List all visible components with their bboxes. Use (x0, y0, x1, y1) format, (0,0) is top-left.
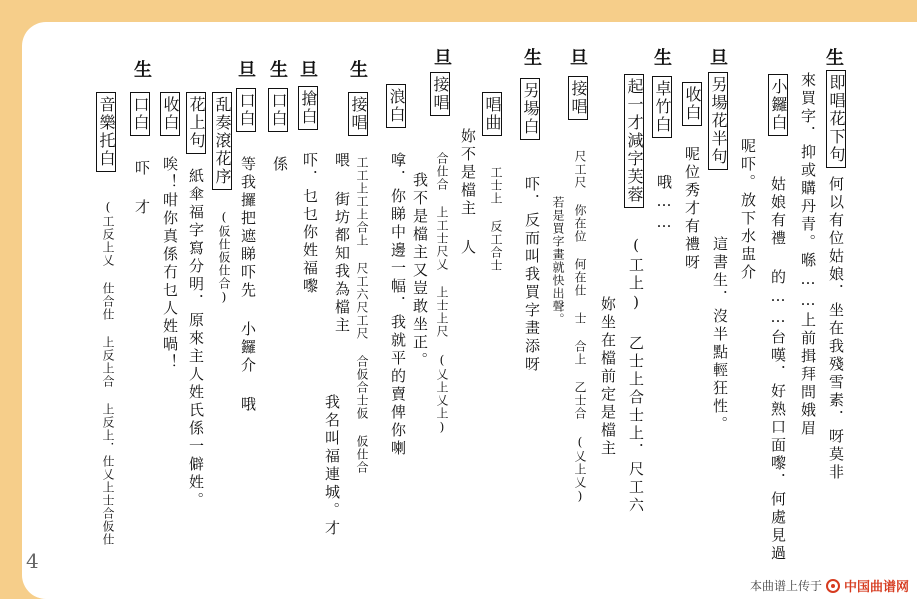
page-number: 4 (26, 549, 39, 573)
section-label: 音樂托白 (96, 92, 116, 172)
script-column: 等我攞把遮睇吓先 小鑼介 哦 (239, 156, 257, 414)
role-marker: 旦 (238, 60, 256, 81)
role-marker: 生 (134, 60, 152, 81)
section-label: 收白 (160, 92, 180, 136)
role-marker: 旦 (434, 48, 452, 69)
role-marker: 生 (350, 60, 368, 81)
script-column: 哦…… (655, 174, 673, 234)
section-label: 口白 (268, 88, 288, 132)
section-label: 接唱 (430, 72, 450, 116)
section-label: 搶白 (298, 86, 318, 130)
section-label: 口白 (236, 88, 256, 132)
script-column: 喂 街坊都知我為檔主 (333, 152, 351, 335)
script-column: 尺工尺 你在位 何在仕 士 合上 乙士合 (乂上乂) (573, 150, 587, 504)
role-marker: 生 (270, 60, 288, 81)
section-label: 起一才減字芙蓉 (624, 74, 644, 208)
script-column: 係 (271, 156, 289, 174)
script-column: 姑娘有禮 的……台嘆．好熟口面嚟．何處見過 (769, 176, 787, 563)
role-marker: 生 (826, 48, 844, 69)
script-column: 紙傘福字寫分明．原來主人姓氏係一僻姓。 (187, 168, 205, 510)
section-label: 收白 (682, 82, 702, 126)
script-column: (工上) 乙士上合士上．尺工六 (627, 236, 645, 515)
section-label: 另場白 (520, 78, 540, 140)
section-label: 接唱 (568, 76, 588, 120)
script-column: 工工上工上合上 尺工六尺工尺 合仮合士仮 仮仕合 (355, 156, 369, 474)
script-column: 若是買字畫就快出聲。 (551, 196, 565, 326)
role-marker: 旦 (570, 48, 588, 69)
section-label: 花上句 (186, 92, 206, 154)
script-column: 我不是檔主又豈敢坐正。 (411, 172, 429, 370)
role-marker: 生 (654, 48, 672, 69)
section-label: 乱奏滾花序 (212, 92, 232, 190)
footer-text: 本曲谱上传于 (749, 579, 822, 593)
script-column: 妳坐在檔前定是檔主 (599, 296, 617, 458)
section-label: 浪白 (386, 84, 406, 128)
section-label: 小鑼白 (768, 74, 788, 136)
section-label: 卓竹白 (652, 76, 672, 138)
site-logo-icon (826, 579, 840, 593)
footer-site-name: 中国曲谱网 (843, 580, 909, 595)
section-label: 即唱花下句 (826, 70, 846, 168)
section-label: 唱曲 (482, 92, 502, 136)
script-column: 何以有位姑娘．坐在我殘雪素．呀莫非 (827, 176, 845, 482)
footer-watermark (750, 576, 909, 595)
script-column: 吓．反而叫我買字畫添呀 (523, 176, 541, 374)
script-column: 這書生．沒半點輕狂性。 (711, 236, 729, 434)
script-column: 妳不是檔主 人 (459, 128, 477, 257)
script-column: 來買字．抑或購丹青。喺……上前揖拜問娥眉 (799, 72, 817, 438)
script-column: (工反上乂 仕合仕 上反上合 上反上．仕乂上士合仮仕 (101, 200, 115, 546)
section-label: 另場花半句 (708, 72, 728, 170)
script-column: 合仕合 上工士尺乂 上士上尺 (乂上乂上) (435, 152, 449, 435)
script-column: 我名叫福連城。才 (323, 394, 341, 538)
section-label: 口白 (130, 92, 150, 136)
script-column: 吓 才 (133, 160, 151, 217)
script-column: (仮仕仮仕合) (217, 210, 231, 305)
script-column: 呢位秀才有禮呀 (683, 146, 701, 272)
script-column: 工士上 反工合士 (489, 166, 503, 272)
section-label: 接唱 (348, 92, 368, 136)
role-marker: 旦 (710, 48, 728, 69)
script-column: 吓．乜乜你姓福嚟 (301, 152, 319, 296)
script-column: 呢吓。放下水盅介 (739, 138, 757, 282)
script-column: 唉！咁你真係冇乜人姓喎！ (161, 156, 179, 372)
script-column: 嗱．你睇中邊一幅．我就平的賣俾你喇 (389, 152, 407, 458)
role-marker: 生 (524, 48, 542, 69)
role-marker: 旦 (300, 60, 318, 81)
